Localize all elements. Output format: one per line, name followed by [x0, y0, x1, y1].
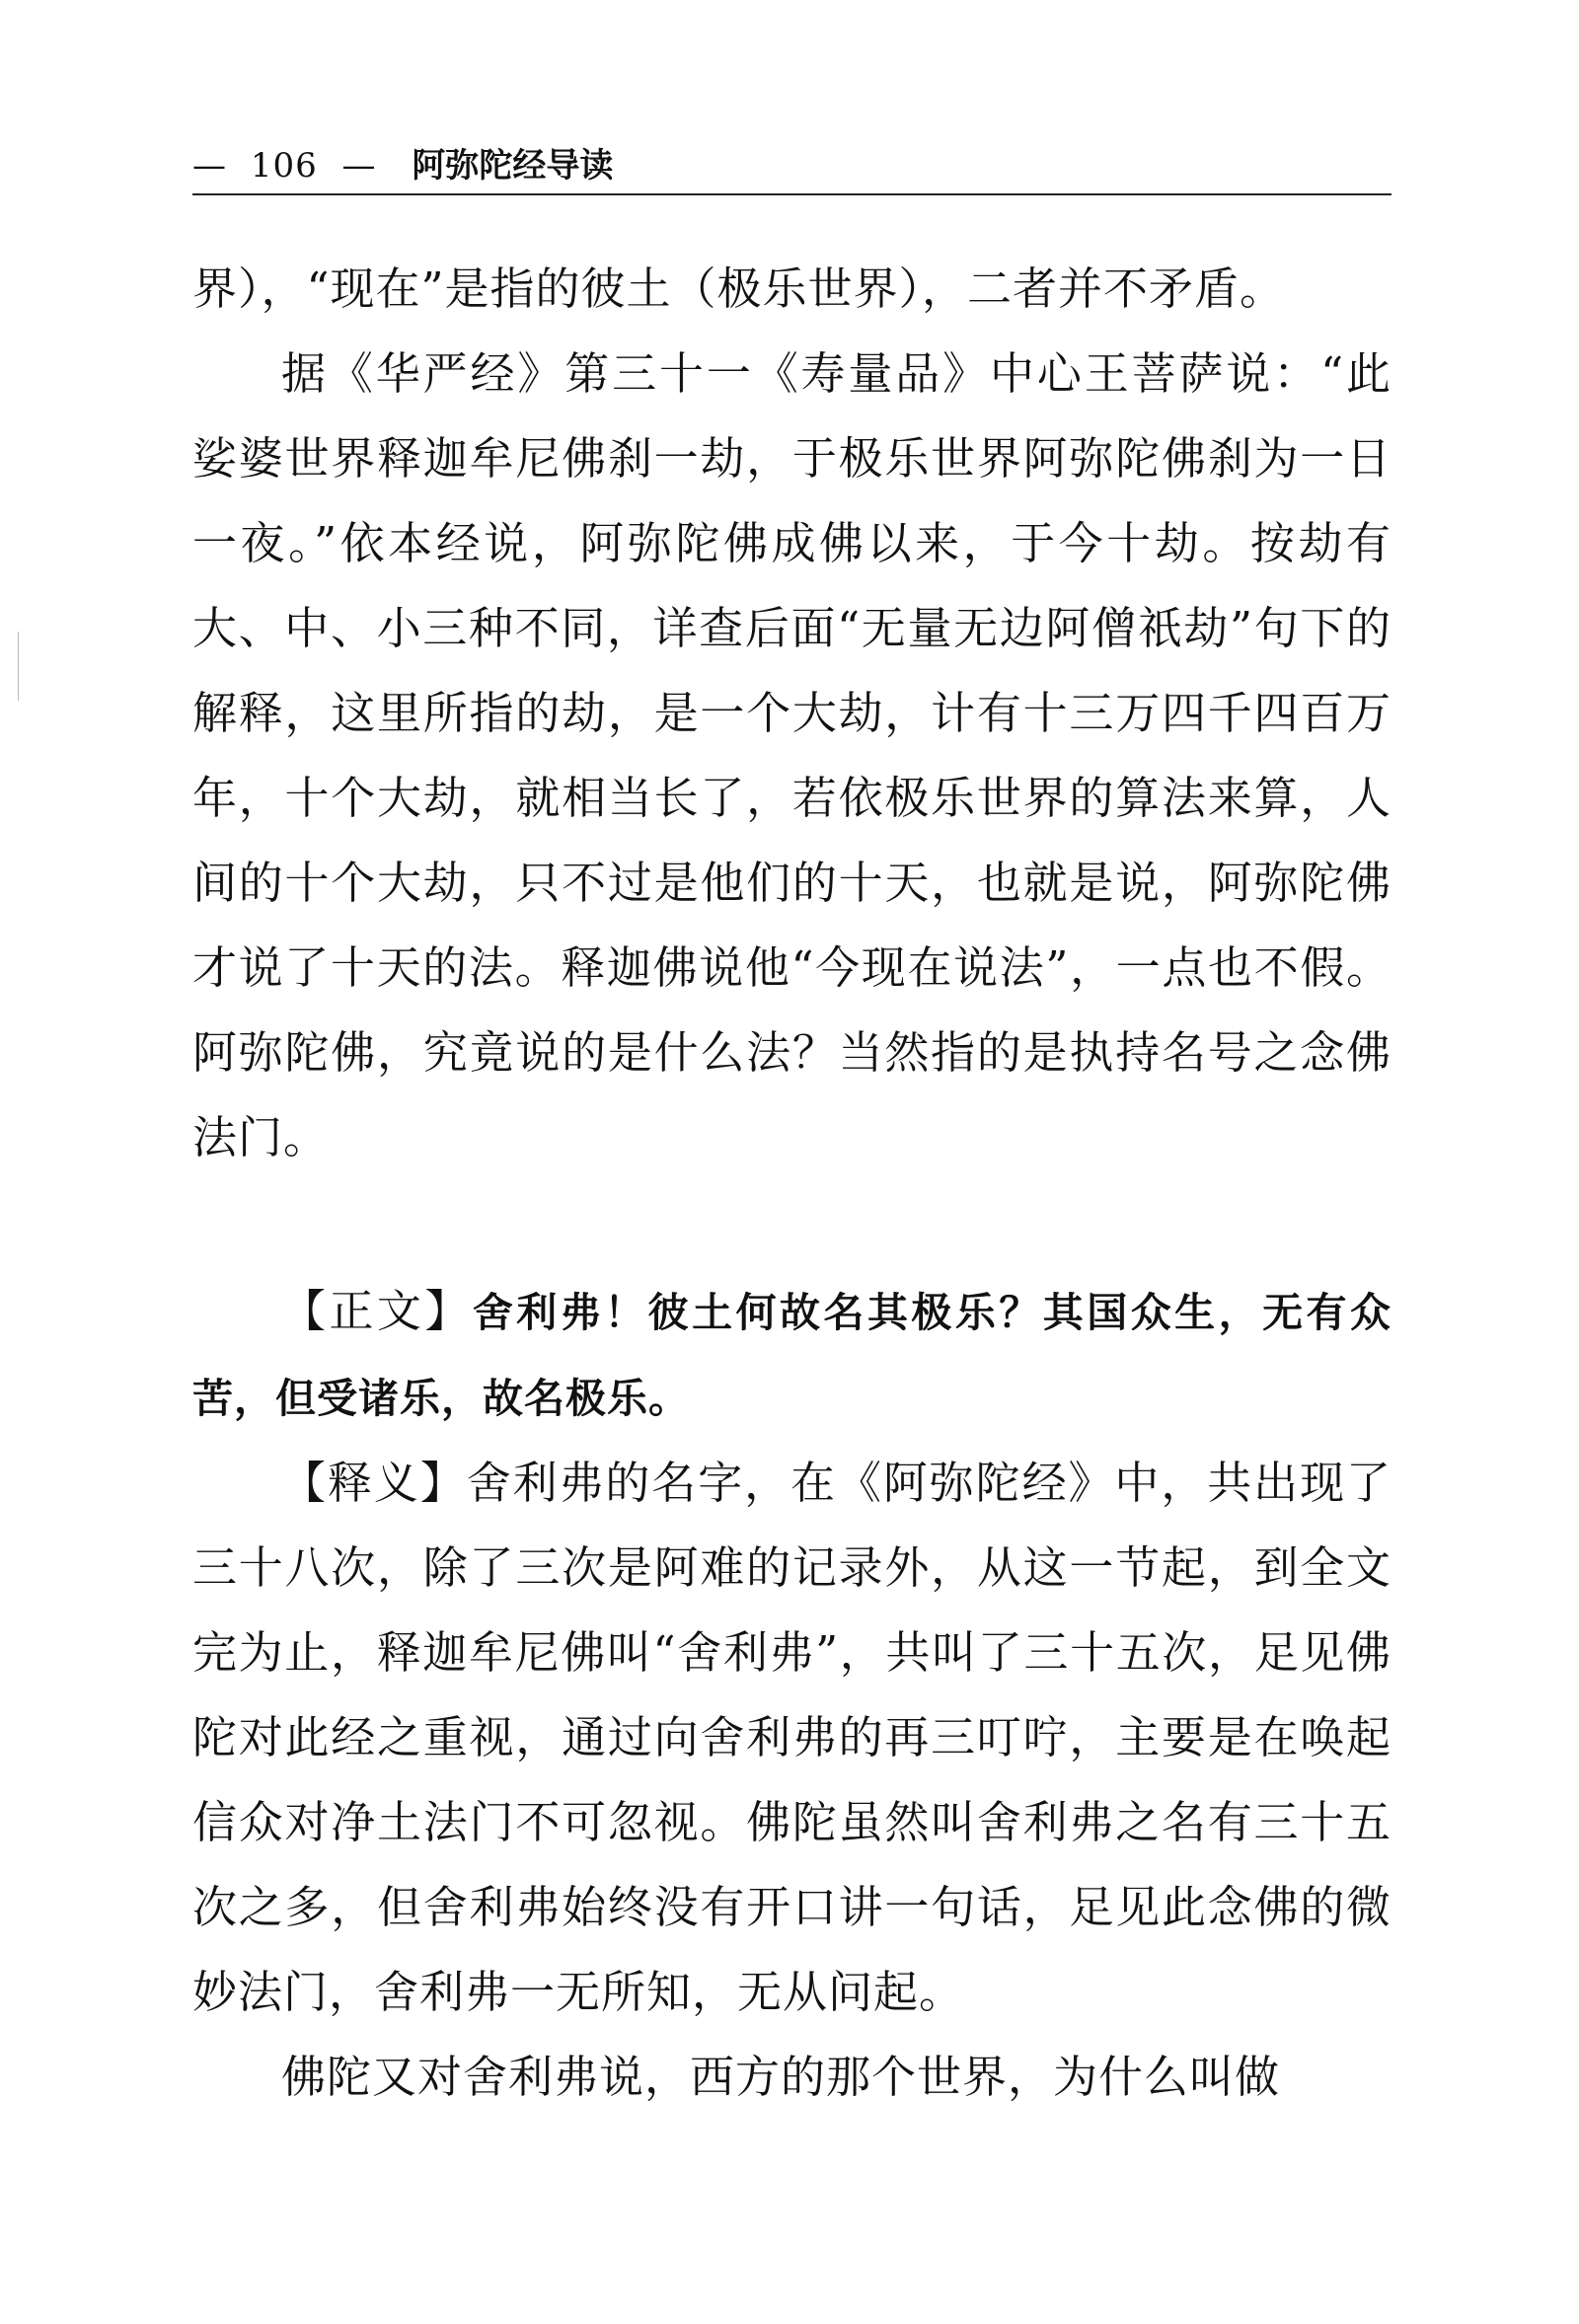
- paragraph-shiyi: [192, 1441, 1391, 2035]
- paragraph-huayan: 据《华严经》第三十一《寿量品》中心王菩萨说：“此娑婆世界释迦牟尼佛刹一劫，于极乐世界阿弥陀佛刹为一日一夜。”依本经说，阿弥陀佛成佛以来，于今十劫。按劫有大、中、小三种不同，详查后面“无量无边阿僧祇劫”句下的解释，这里所指的劫，是一个大劫，计有十三万四千四百万年，十个大劫，就相当长了，若依极乐世界的算法来算，人间的十个大劫，只不过是他们的十天，也就是说，阿弥陀佛才说了十天的法。释迦佛说他“今现在说法”，一点也不假。阿弥陀佛，究竟说的是什么法？当然指的是执持名号之念佛法门。: [192, 347, 1391, 1163]
- shiyi-label: 【释义】: [281, 1457, 467, 1509]
- paragraph-zhengwen: [192, 1269, 1391, 1441]
- header-dash-left: —: [192, 146, 226, 186]
- section-gap: [192, 1180, 1391, 1269]
- scan-artifact: [18, 632, 19, 701]
- scripture-text: 舍利弗！彼土何故名其极乐？其国众生，无有众苦，但受诸乐，故名极乐。: [192, 1289, 1391, 1422]
- running-header: [192, 146, 1391, 191]
- page-number: 106: [250, 146, 318, 186]
- header-dash-right: —: [341, 146, 376, 186]
- paragraph-continuation: 界），“现在”是指的彼土（极乐世界），二者并不矛盾。: [192, 262, 1286, 315]
- book-title: 阿弥陀经导读: [412, 146, 614, 186]
- header-rule: [192, 193, 1391, 195]
- paragraph-last: 佛陀又对舍利弗说，西方的那个世界，为什么叫做: [281, 2051, 1281, 2103]
- zhengwen-label: 【正文】: [281, 1285, 473, 1337]
- page-body: [192, 247, 1391, 2120]
- shiyi-text: 舍利弗的名字，在《阿弥陀经》中，共出现了三十八次，除了三次是阿难的记录外，从这一节起，到全文完为止，释迦牟尼佛叫“舍利弗”，共叫了三十五次，足见佛陀对此经之重视，通过向舍利弗的再三叮咛，主要是在唤起信众对净土法门不可忽视。佛陀虽然叫舍利弗之名有三十五次之多，但舍利弗始终没有开口讲一句话，足见此念佛的微妙法门，舍利弗一无所知，无从问起。: [192, 1457, 1391, 2018]
